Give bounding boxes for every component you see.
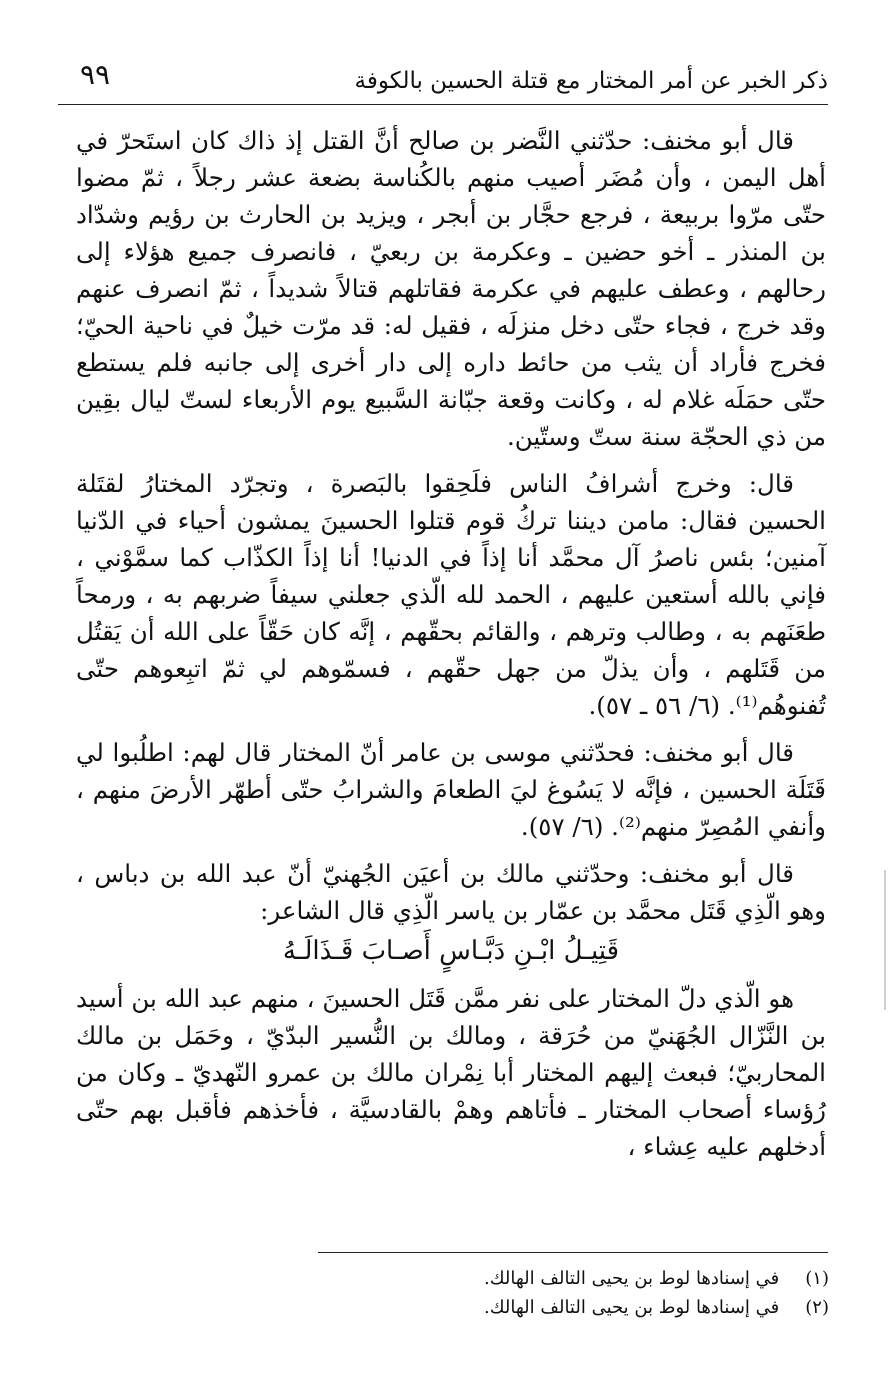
poetry-verse: قَتِيـلُ ابْـنِ دَبَّـاسٍ أَصـابَ قَـذَالَـهُ <box>282 936 620 966</box>
paragraph: قال أبو مخنف: وحدّثني مالك بن أعيَن الجُهنيّ أنّ عبد الله بن دباس ، وهو الّذِي قَتَل محمَّد بن عمّار بن ياسر الّذِي قال الشاعر: <box>76 859 826 925</box>
footnotes <box>69 1264 829 1322</box>
scan-edge-mark <box>884 870 886 1010</box>
paragraph: قال أبو مخنف: فحدّثني موسى بن عامر أنّ المختار قال لهم: اطلُبوا لي قَتَلَة الحسين ، فإنَّه لا يَسُوغ ليَ الطعامَ والشرابُ حتّى أطهّر الأرضَ منهم ، وأنفي المُصِرّ منهم⁽²⁾. (٦/ ٥٧). <box>76 738 826 841</box>
paragraph: قال أبو مخنف: حدّثني النَّضر بن صالح أنَّ القتل إذ ذاك كان استَحرّ في أهل اليمن ، وأن مُضَر أصيب منهم بالكُناسة بضعة عشر رجلاً ، ثمّ مضوا حتّى مرّوا بربيعة ، فرجع حجَّار بن أبجر ، ويزيد بن الحارث بن رؤيم وشدّاد بن المنذر ـ أخو حضين ـ وعكرمة بن ربعيّ ، فانصرف جميع هؤلاء إلى رحالهم ، وعطف عليهم في عكرمة فقاتلهم قتالاً شديداً ، ثمّ انصرف عنهم وقد خرج ، فجاء حتّى دخل منزلَه ، فقيل له: قد مرّت خيلٌ في ناحية الحيّ؛ فخرج فأراد أن يثب من حائط داره إلى دار أخرى إلى جانبه فلم يستطع حتّى حمَلَه غلام له ، وكانت وقعة جبّانة السَّبيع يوم الأربعاء لستّ ليال بقِين من ذي الحجّة سنة ستّ وستّين. <box>76 126 826 451</box>
footnote-number: (١) <box>805 1268 829 1289</box>
paragraph: قال: وخرج أشرافُ الناس فلَحِقوا بالبَصرة ، وتجرّد المختارُ لقتَلة الحسين فقال: مامن ديننا تركُ قوم قتلوا الحسينَ يمشون أحياء في الدّنيا آمنين؛ بئس ناصرُ آل محمَّد أنا إذاً في الدنيا! أنا إذاً الكذّاب كما سمَّوْني ، فإني بالله أستعين عليهم ، الحمد لله الّذي جعلني سيفاً ضربهم به ، ورمحاً طعَنَهم به ، وطالب وترهم ، والقائم بحقّهم ، إنَّه كان حَقّاً على الله أن يَقتُل من قَتَلهم ، وأن يذلّ من جهل حقّهم ، فسمّوهم لي ثمّ اتبِعوهم حتّى تُفنوهُم⁽¹⁾. (٦/ ٥٦ ـ ٥٧). <box>76 469 826 720</box>
footnote-number: (٢) <box>805 1297 829 1318</box>
footnote-text: في إسنادها لوط بن يحيى التالف الهالك. <box>483 1297 780 1318</box>
footnote <box>69 1293 829 1322</box>
page-header <box>58 50 828 105</box>
footnote-separator <box>318 1252 828 1253</box>
footnote <box>69 1264 829 1293</box>
page-number: ٩٩ <box>80 58 111 91</box>
paragraph: هو الّذي دلّ المختار على نفر ممَّن قَتَل الحسينَ ، منهم عبد الله بن أسيد بن النَّزّال الجُهَنيّ من حُرَقة ، ومالك بن النُّسير البدّيّ ، وحَمَل بن مالك المحاربيّ؛ فبعث إليهم المختار أبا نِمْران مالك بن عمرو النّهديّ ـ وكان من رُؤساء أصحاب المختار ـ فأتاهم وهمْ بالقادسيَّة ، فأخذهم فأقبل بهم حتّى أدخلهم عليه عِشاء ، <box>76 984 826 1161</box>
body-text <box>76 122 826 1175</box>
running-head: ذكر الخبر عن أمر المختار مع قتلة الحسين بالكوفة <box>354 68 828 94</box>
footnote-text: في إسنادها لوط بن يحيى التالف الهالك. <box>483 1268 780 1289</box>
